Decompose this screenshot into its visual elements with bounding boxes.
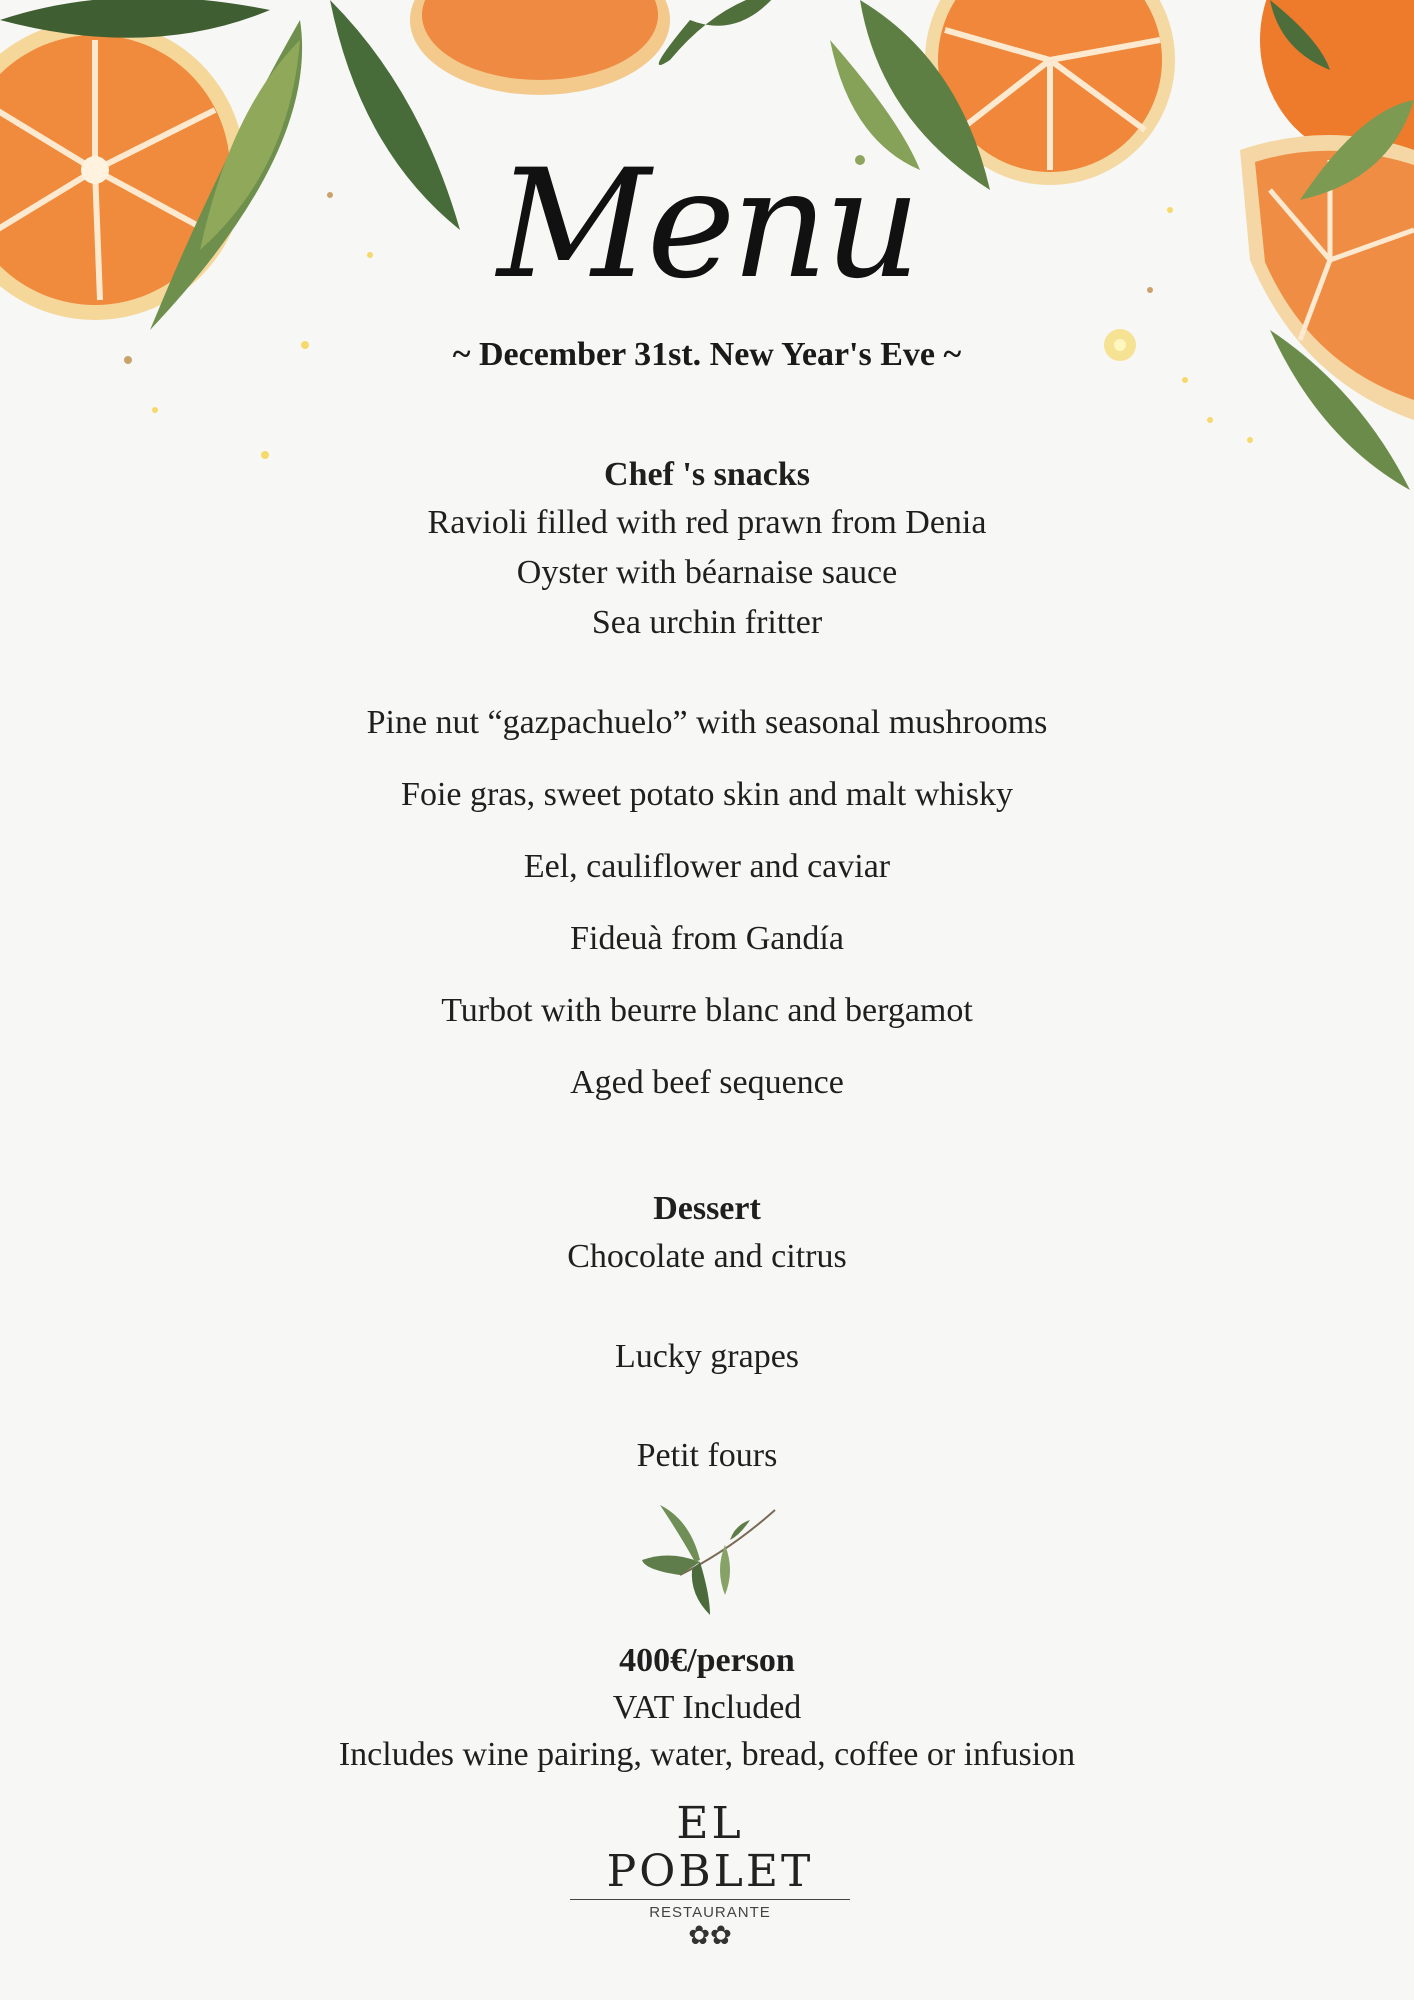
price: 400€/person (619, 1642, 795, 1679)
dessert-item: Lucky grapes (614, 1338, 800, 1375)
dessert-item: Chocolate and citrus (567, 1238, 847, 1275)
dessert-item: Petit fours (636, 1437, 778, 1474)
dessert-heading: Dessert (653, 1190, 761, 1227)
logo-subtitle: RESTAURANTE (649, 1903, 771, 1921)
snack-item: Ravioli filled with red prawn from Denia (427, 504, 987, 541)
menu-subtitle: ~ December 31st. New Year's Eve ~ (452, 336, 962, 373)
course-item: Foie gras, sweet potato skin and malt whisky (401, 776, 1013, 813)
course-item: Fideuà from Gandía (570, 920, 844, 957)
logo-stars: ✿✿ (688, 1920, 732, 1951)
course-item: Aged beef sequence (570, 1064, 844, 1101)
logo-name: EL POBLET (570, 1800, 850, 1900)
snack-item: Oyster with béarnaise sauce (516, 554, 898, 591)
course-item: Eel, cauliflower and caviar (523, 848, 891, 885)
course-item: Pine nut “gazpachuelo” with seasonal mushrooms (366, 704, 1048, 741)
snacks-heading: Chef 's snacks (604, 456, 810, 493)
orange-slice-icon (410, 0, 670, 95)
leaf-sprig-icon (640, 1500, 780, 1620)
includes-note: Includes wine pairing, water, bread, coffee or infusion (338, 1736, 1076, 1773)
course-item: Turbot with beurre blanc and bergamot (441, 992, 973, 1029)
menu-title: Menu (497, 138, 917, 312)
vat-note: VAT Included (612, 1689, 802, 1726)
restaurant-logo (570, 1798, 850, 1951)
snack-item: Sea urchin fritter (591, 604, 823, 641)
